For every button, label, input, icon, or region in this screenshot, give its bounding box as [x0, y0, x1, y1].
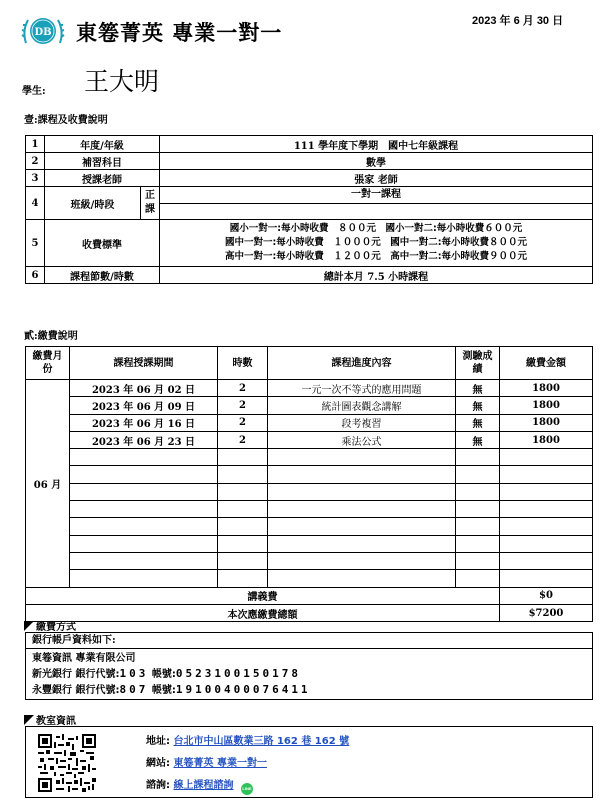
lesson-topic: 段考複習: [268, 414, 456, 431]
flag-icon: [24, 621, 34, 631]
lesson-quiz: 無: [456, 380, 500, 397]
header-fee: 繳費金額: [500, 347, 593, 380]
website-link[interactable]: 東箞菁英 專業一對一: [173, 758, 267, 769]
row-label: 課程節數/時數: [45, 267, 160, 284]
table-row: [26, 136, 593, 153]
row-value-empty: [160, 203, 592, 219]
address-line: [146, 732, 349, 747]
lesson-date: 2023 年 06 月 09 日: [70, 397, 218, 414]
payment-table: [25, 346, 593, 622]
lesson-hours: 2: [218, 414, 268, 431]
month-cell: 06 月: [26, 380, 70, 588]
price-line: 國小一對一:每小時收費 ８００元 國小一對二:每小時收費６００元: [229, 223, 523, 234]
bank-name: 永豐銀行: [32, 685, 72, 696]
consult-line: [146, 776, 253, 795]
flag-icon: [24, 715, 34, 725]
logo-text: DB: [34, 27, 52, 38]
section2-title: 貳:繳費說明: [24, 331, 78, 342]
price-line: 高中一對一:每小時收費 １２００元 高中一對二:每小時收費９００元: [224, 251, 528, 262]
table-row: [26, 380, 593, 397]
payment-box: [25, 632, 593, 700]
consult-link[interactable]: 線上課程諮詢: [173, 780, 234, 791]
row-value: 總計本月 7.5 小時課程: [160, 267, 593, 284]
table-row: [26, 267, 593, 284]
lesson-date: 2023 年 06 月 16 日: [70, 414, 218, 431]
row-label: 班級/時段: [45, 187, 141, 220]
classroom-title-text: 教室資訊: [36, 716, 76, 727]
table-row: [26, 187, 593, 220]
bank-line: [26, 682, 592, 698]
consult-label: 諮詢:: [146, 780, 170, 791]
payment-head: 銀行帳戶資料如下:: [26, 633, 592, 649]
empty-row: [26, 466, 593, 483]
material-fee-value: $0: [500, 587, 593, 604]
empty-row: [26, 449, 593, 466]
qr-code-icon[interactable]: [38, 734, 96, 792]
course-fee-table: [25, 135, 593, 284]
header-content: 課程進度內容: [268, 347, 456, 380]
empty-row: [26, 518, 593, 535]
row-value: 數學: [160, 153, 593, 170]
bank-code: 807: [119, 683, 149, 696]
price-line: 國中一對一:每小時收費 １０００元 國中一對二:每小時收費８００元: [224, 237, 528, 248]
row-sublabel: 正課: [141, 187, 160, 220]
empty-row: [26, 483, 593, 500]
logo: [20, 11, 66, 51]
classroom-title: [24, 712, 76, 727]
table-row: [26, 397, 593, 414]
total-value: $7200: [500, 604, 593, 621]
lesson-date: 2023 年 06 月 02 日: [70, 380, 218, 397]
address-label: 地址:: [146, 736, 170, 747]
row-number: 4: [26, 187, 45, 220]
lesson-topic: 統計圖表觀念講解: [268, 397, 456, 414]
classroom-box: [25, 726, 593, 798]
account-number: 19100400076411: [175, 683, 311, 696]
payment-title: [24, 618, 76, 633]
account-label: 帳號:: [151, 669, 176, 680]
lesson-fee: 1800: [500, 431, 593, 448]
header-period: 課程授課期間: [70, 347, 218, 380]
lesson-hours: 2: [218, 380, 268, 397]
student-name: 王大明: [84, 67, 160, 96]
row-number: 6: [26, 267, 45, 284]
bank-name: 新光銀行: [32, 669, 72, 680]
empty-row: [26, 501, 593, 518]
empty-row: [26, 570, 593, 587]
bank-code: 103: [119, 667, 149, 680]
row-number: 3: [26, 170, 45, 187]
price-standard: [160, 220, 593, 267]
row-label: 收費標準: [45, 220, 160, 267]
header-hours: 時數: [218, 347, 268, 380]
empty-row: [26, 552, 593, 569]
website-label: 網站:: [146, 758, 170, 769]
material-fee-label: 講義費: [26, 587, 500, 604]
total-row: [26, 604, 593, 621]
lesson-quiz: 無: [456, 431, 500, 448]
lesson-quiz: 無: [456, 397, 500, 414]
lesson-fee: 1800: [500, 414, 593, 431]
lesson-topic: 一元一次不等式的應用問題: [268, 380, 456, 397]
bank-code-label: 銀行代號:: [75, 685, 120, 696]
brand-title: 東箞菁英 專業一對一: [76, 20, 283, 45]
row-value: 一對一課程: [351, 189, 401, 200]
line-app-icon[interactable]: LINE: [241, 783, 253, 795]
row-number: 1: [26, 136, 45, 153]
table-header-row: [26, 347, 593, 380]
material-fee-row: [26, 587, 593, 604]
account-label: 帳號:: [151, 685, 176, 696]
section1-title: 壹:課程及收費說明: [24, 115, 108, 126]
total-label: 本次應繳費總額: [26, 604, 500, 621]
table-row: [26, 170, 593, 187]
row-value: 111 學年度下學期 國中七年級課程: [160, 136, 593, 153]
lesson-date: 2023 年 06 月 23 日: [70, 431, 218, 448]
lesson-topic: 乘法公式: [268, 431, 456, 448]
header-month: 繳費月份: [26, 347, 70, 380]
header-quiz: 測驗成績: [456, 347, 500, 380]
row-label: 年度/年級: [45, 136, 160, 153]
lesson-quiz: 無: [456, 414, 500, 431]
bank-code-label: 銀行代號:: [75, 669, 120, 680]
row-value: 張家 老師: [160, 170, 593, 187]
row-number: 2: [26, 153, 45, 170]
website-line: [146, 754, 267, 769]
payment-title-text: 繳費方式: [36, 622, 76, 633]
bank-line: [26, 666, 592, 682]
lesson-fee: 1800: [500, 380, 593, 397]
company-name: 東箞資訊 專業有限公司: [32, 653, 136, 664]
table-row: [26, 431, 593, 448]
account-number: 0523100150178: [175, 667, 301, 680]
lesson-hours: 2: [218, 397, 268, 414]
document-date: 2023 年 6 月 30 日: [472, 15, 564, 27]
lesson-hours: 2: [218, 431, 268, 448]
lesson-fee: 1800: [500, 397, 593, 414]
table-row: [26, 414, 593, 431]
empty-row: [26, 535, 593, 552]
address-link[interactable]: 台北市中山區數業三路 162 巷 162 號: [173, 736, 350, 747]
row-label: 補習科目: [45, 153, 160, 170]
student-label: 學生:: [22, 86, 46, 97]
table-row: [26, 153, 593, 170]
row-label: 授課老師: [45, 170, 160, 187]
table-row: [26, 220, 593, 267]
row-number: 5: [26, 220, 45, 267]
